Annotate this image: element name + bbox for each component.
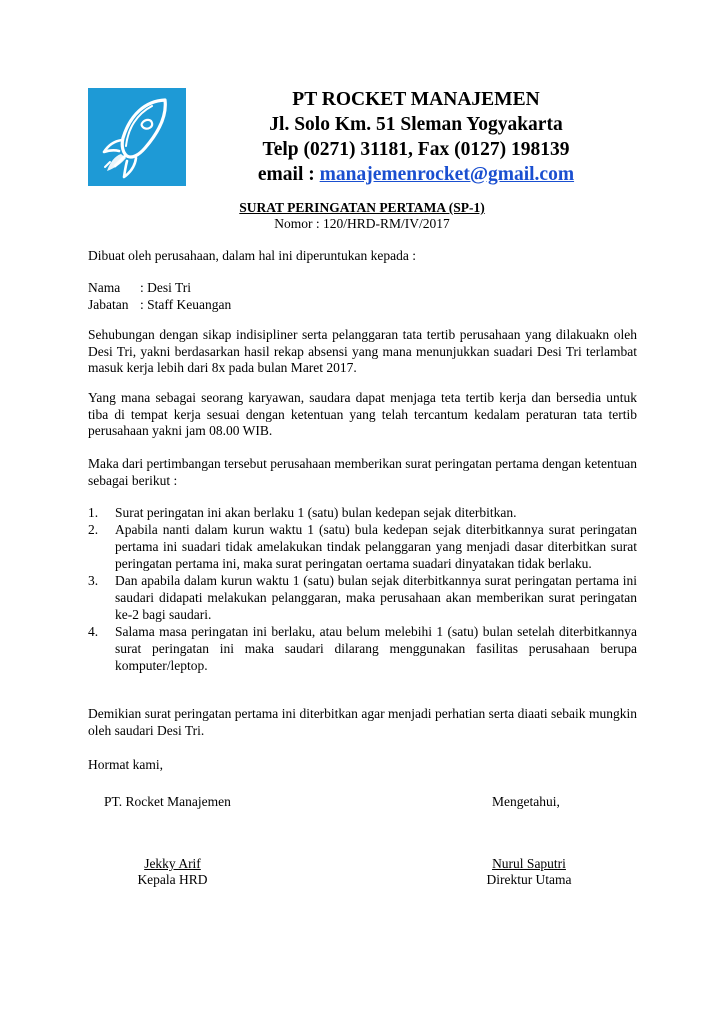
email-label: email : bbox=[257, 164, 320, 185]
recipient-name-row bbox=[88, 279, 191, 296]
left-signatory-title: Kepala HRD bbox=[137, 872, 208, 887]
list-item bbox=[88, 504, 637, 521]
name-label: Nama bbox=[88, 280, 121, 295]
company-email-line bbox=[196, 164, 636, 186]
position-value: : Staff Keuangan bbox=[140, 297, 232, 312]
letter-number: Nomor : 120/HRD-RM/IV/2017 bbox=[274, 216, 450, 231]
item-number: 2. bbox=[88, 522, 99, 537]
right-signature-org: Mengetahui, bbox=[492, 794, 560, 809]
left-signatory-name: Jekky Arif bbox=[144, 856, 201, 871]
company-address: Jl. Solo Km. 51 Sleman Yogyakarta bbox=[269, 114, 563, 135]
intro-text: Dibuat oleh perusahaan, dalam hal ini diperuntukan kepada : bbox=[88, 248, 417, 263]
paragraph-2: Yang mana sebagai seorang karyawan, saudara dapat menjaga teta tertib kerja dan bersedia untuk tiba di tempat kerja sesuai dengan ketentuan yang telah tercantum kedalam peraturan tata tertib perusahaan yakni jam 08.00 WIB. bbox=[88, 390, 637, 438]
recipient-position-row bbox=[88, 296, 231, 313]
left-signature-org: PT. Rocket Manajemen bbox=[104, 794, 231, 809]
company-phone: Telp (0271) 31181, Fax (0127) 198139 bbox=[262, 139, 570, 160]
right-signatory-title: Direktur Utama bbox=[486, 872, 572, 887]
item-text: Salama masa peringatan ini berlaku, atau belum melebihi 1 (satu) bulan setelah diterbitkannya surat peringatan ini maka saudari dilarang menggunakan fasilitas perusahaan berupa komputer/leptop. bbox=[115, 624, 637, 673]
company-name: PT ROCKET MANAJEMEN bbox=[292, 89, 540, 110]
email-link[interactable]: manajemenrocket@gmail.com bbox=[319, 164, 575, 185]
left-signature-block bbox=[70, 856, 275, 888]
item-text: Surat peringatan ini akan berlaku 1 (satu) bulan kedepan sejak diterbitkan. bbox=[115, 505, 517, 520]
list-item bbox=[88, 623, 637, 674]
item-number: 3. bbox=[88, 573, 99, 588]
right-signature-block bbox=[428, 856, 630, 888]
rocket-icon bbox=[88, 88, 186, 186]
name-value: : Desi Tri bbox=[140, 280, 192, 295]
list-item bbox=[88, 521, 637, 572]
item-number: 1. bbox=[88, 505, 99, 520]
paragraph-3: Maka dari pertimbangan tersebut perusahaan memberikan surat peringatan pertama dengan ketentuan sebagai berikut : bbox=[88, 456, 637, 488]
position-label: Jabatan bbox=[88, 297, 129, 312]
item-text: Apabila nanti dalam kurun waktu 1 (satu) bula kedepan sejak diterbitkannya surat peringatan pertama ini suadari tidak amelakukan tindak pelanggaran yang menjadi dasar diterbitkan surat peringatan pertama ini, maka surat peringatan oertama suadari dinyatakan tidak berlaku. bbox=[115, 522, 637, 571]
closing-text: Demikian surat peringatan pertama ini diterbitkan agar menjadi perhatian serta diaati sebaik mungkin oleh saudari Desi Tri. bbox=[88, 706, 637, 738]
right-signatory-name: Nurul Saputri bbox=[492, 856, 566, 871]
terms-list bbox=[88, 504, 637, 674]
item-text: Dan apabila dalam kurun waktu 1 (satu) bulan sejak diterbitkannya surat peringatan pertama ini saudari didapati melakukan pelanggaran, maka perusahaan akan memberikan surat peringatan ke-2 bagi saudari. bbox=[115, 573, 637, 622]
company-logo bbox=[88, 88, 186, 186]
list-item bbox=[88, 572, 637, 623]
letter-title: SURAT PERINGATAN PERTAMA (SP-1) bbox=[239, 200, 485, 215]
regards-text: Hormat kami, bbox=[88, 757, 163, 772]
paragraph-1: Sehubungan dengan sikap indisipliner serta pelanggaran tata tertib perusahaan yang dilakuakn oleh Desi Tri, yakni berdasarkan hasil rekap absensi yang mana menunjukkan suadari Desi Tri terlambat masuk kerja lebih dari 8x pada bulan Maret 2017. bbox=[88, 327, 637, 375]
item-number: 4. bbox=[88, 624, 99, 639]
